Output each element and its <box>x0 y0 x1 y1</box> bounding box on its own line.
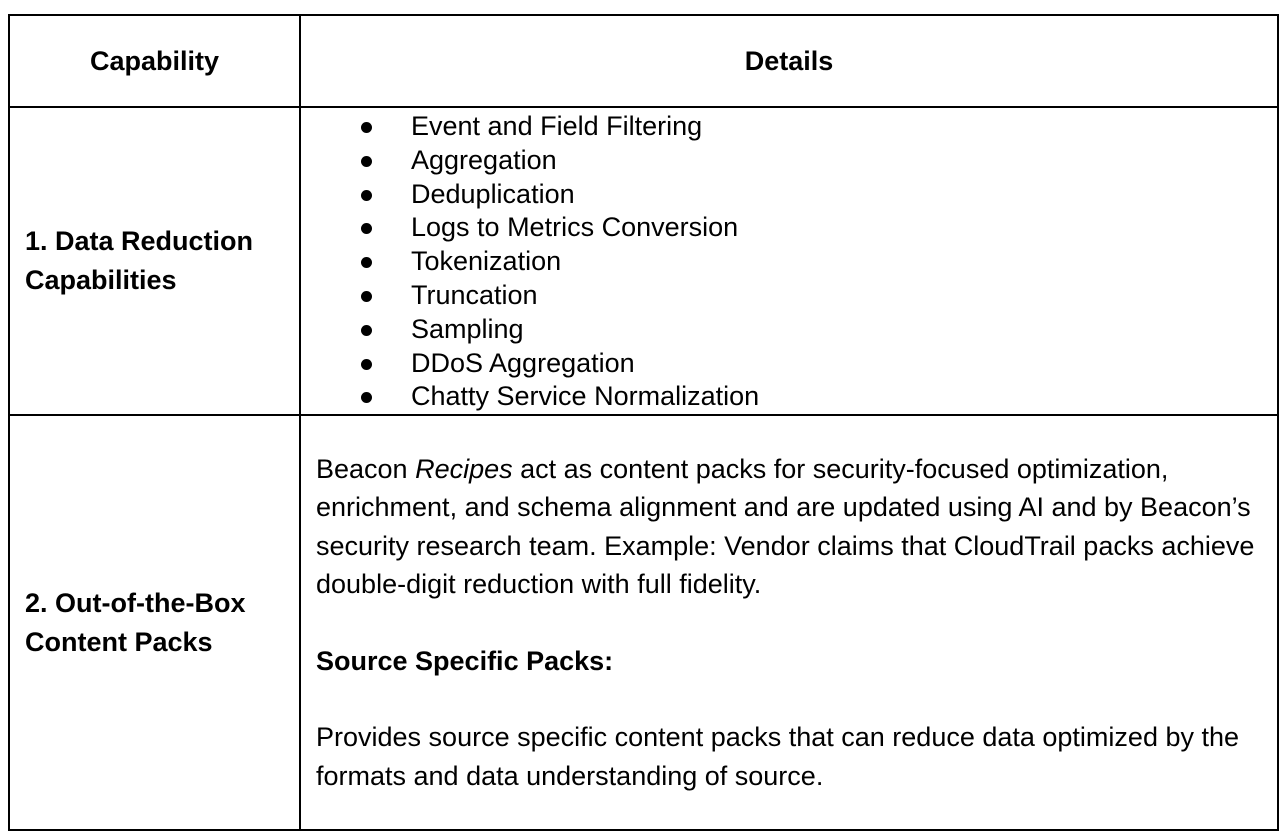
capability-cell <box>9 107 300 415</box>
recipes-emphasis: Recipes <box>415 453 513 484</box>
table-header-row <box>9 15 1278 107</box>
details-cell <box>300 107 1278 415</box>
list-item: Tokenization <box>301 245 1277 279</box>
capability-line: Content Packs <box>25 626 213 657</box>
recipes-paragraph <box>316 450 1257 604</box>
spacer <box>316 604 1257 642</box>
table-row <box>9 415 1278 830</box>
para-text: Beacon <box>316 453 416 484</box>
capability-cell <box>9 415 300 830</box>
header-details: Details <box>300 15 1278 107</box>
list-item: Sampling <box>301 313 1277 347</box>
para-text: act as content packs for security-focused optimization, enrichment, and schema alignment and are updated using AI and by Beacon’s security research team. Example: Vendor claims that CloudTrail packs achieve double-digit reduction with full fidelity. <box>316 453 1255 600</box>
list-item: Truncation <box>301 279 1277 313</box>
capability-line: 2. Out-of-the-Box <box>25 587 246 618</box>
spacer <box>316 680 1257 718</box>
header-capability: Capability <box>9 15 300 107</box>
table-row <box>9 107 1278 415</box>
list-item: Aggregation <box>301 144 1277 178</box>
source-specific-heading: Source Specific Packs: <box>316 645 614 676</box>
capability-line: 1. Data Reduction <box>25 226 254 257</box>
capabilities-table <box>8 14 1279 831</box>
source-specific-paragraph: Provides source specific content packs that can reduce data optimized by the formats and data understanding of source. <box>316 722 1240 791</box>
details-cell <box>300 415 1278 830</box>
capability-line: Capabilities <box>25 265 177 296</box>
list-item: Logs to Metrics Conversion <box>301 211 1277 245</box>
list-item: DDoS Aggregation <box>301 347 1277 381</box>
list-item: Deduplication <box>301 178 1277 212</box>
list-item: Chatty Service Normalization <box>301 380 1277 414</box>
list-item: Event and Field Filtering <box>301 110 1277 144</box>
reduction-capabilities-list <box>301 110 1277 414</box>
